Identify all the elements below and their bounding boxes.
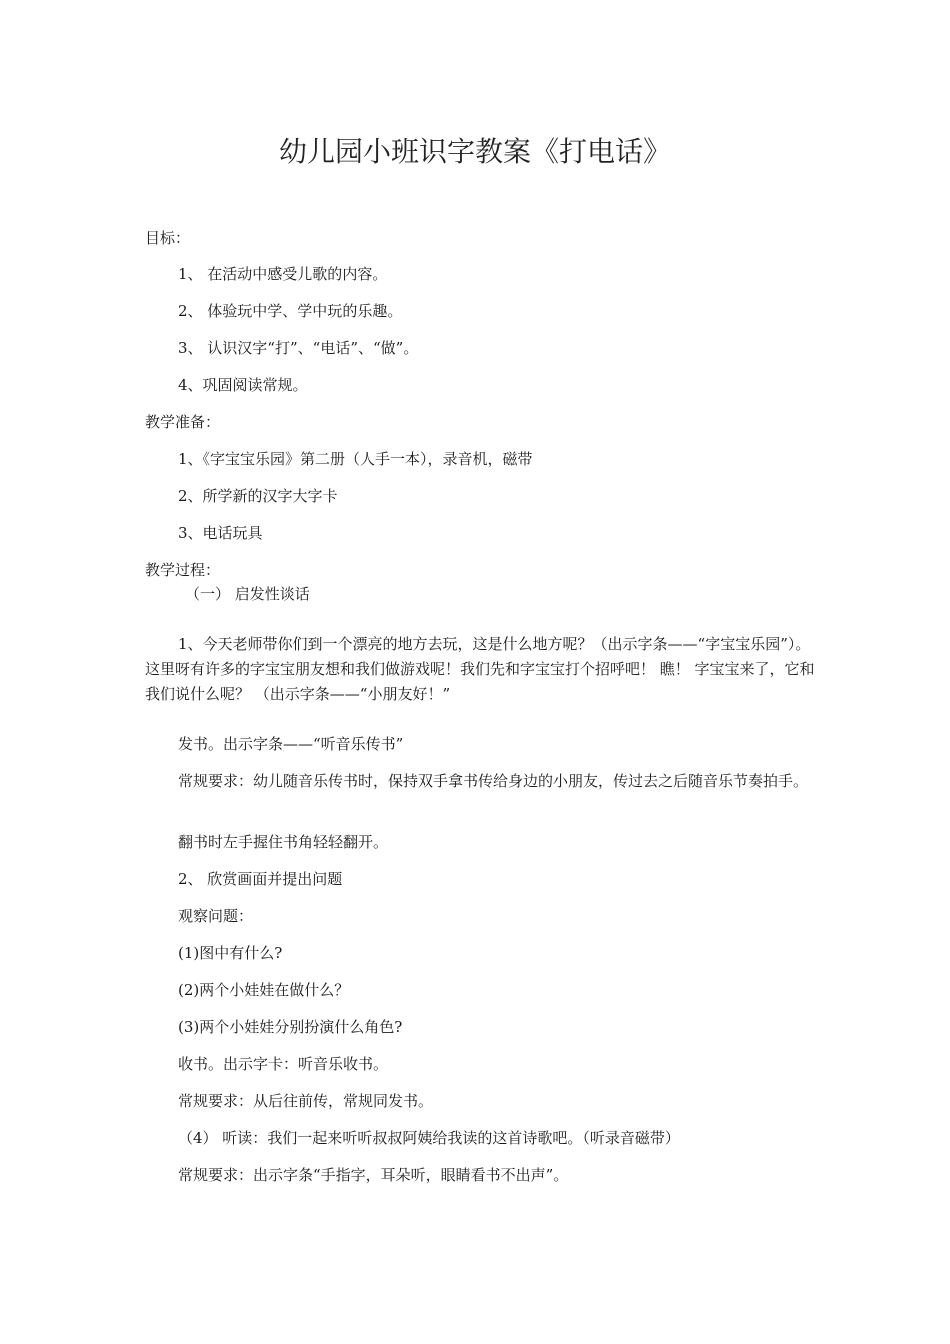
line-rule-3: 常规要求：出示字条“手指字，耳朵听，眼睛看书不出声”。 (178, 1166, 569, 1184)
prep-item-2: 2、所学新的汉字大字卡 (178, 487, 338, 505)
line-fanshu: 翻书时左手握住书角轻轻翻开。 (178, 833, 389, 851)
process-heading: 教学过程： (145, 561, 221, 579)
goal-item-4: 4、巩固阅读常规。 (178, 376, 308, 394)
goal-item-2: 2、 体验玩中学、学中玩的乐趣。 (178, 302, 403, 320)
question-3: (3)两个小娃娃分别扮演什么角色? (178, 1018, 403, 1036)
line-fashu: 发书。出示字条——“听音乐传书” (178, 735, 404, 753)
goal-item-1: 1、 在活动中感受儿歌的内容。 (178, 265, 388, 283)
line-step-4: （4） 听读：我们一起来听听叔叔阿姨给我读的这首诗歌吧。（听录音磁带） (178, 1129, 680, 1147)
document-title: 幼儿园小班识字教案《打电话》 (278, 135, 671, 168)
line-shoushu: 收书。出示字卡：听音乐收书。 (178, 1055, 389, 1073)
question-1: (1)图中有什么? (178, 944, 283, 962)
prep-item-1: 1、《字宝宝乐园》第二册（人手一本），录音机，磁带 (178, 450, 533, 468)
prep-heading: 教学准备： (145, 413, 221, 431)
paragraph-rule-1: 常规要求：幼儿随音乐传书时，保持双手拿书传给身边的小朋友，传过去之后随音乐节奏拍手。 (178, 772, 809, 790)
paragraph-intro: 1、今天老师带你们到一个漂亮的地方去玩，这是什么地方呢？（出示字条——“字宝宝乐园”）。这里呀有许多的字宝宝朋友想和我们做游戏呢！我们先和字宝宝打个招呼吧！ 瞧！ 字宝宝来了，它和我们说什么呢？ （出示字条——“小朋友好！” (145, 635, 815, 703)
question-2: (2)两个小娃娃在做什么？ (178, 981, 350, 999)
goal-item-3: 3、 认识汉字“打”、“电话”、“做”。 (178, 339, 419, 357)
line-observe: 观察问题： (178, 907, 254, 925)
prep-item-3: 3、电话玩具 (178, 524, 263, 542)
goals-heading: 目标： (145, 229, 191, 247)
section-heading-1: （一） 启发性谈话 (185, 585, 310, 603)
line-rule-2: 常规要求：从后往前传，常规同发书。 (178, 1092, 434, 1110)
line-step-2: 2、 欣赏画面并提出问题 (178, 870, 343, 888)
